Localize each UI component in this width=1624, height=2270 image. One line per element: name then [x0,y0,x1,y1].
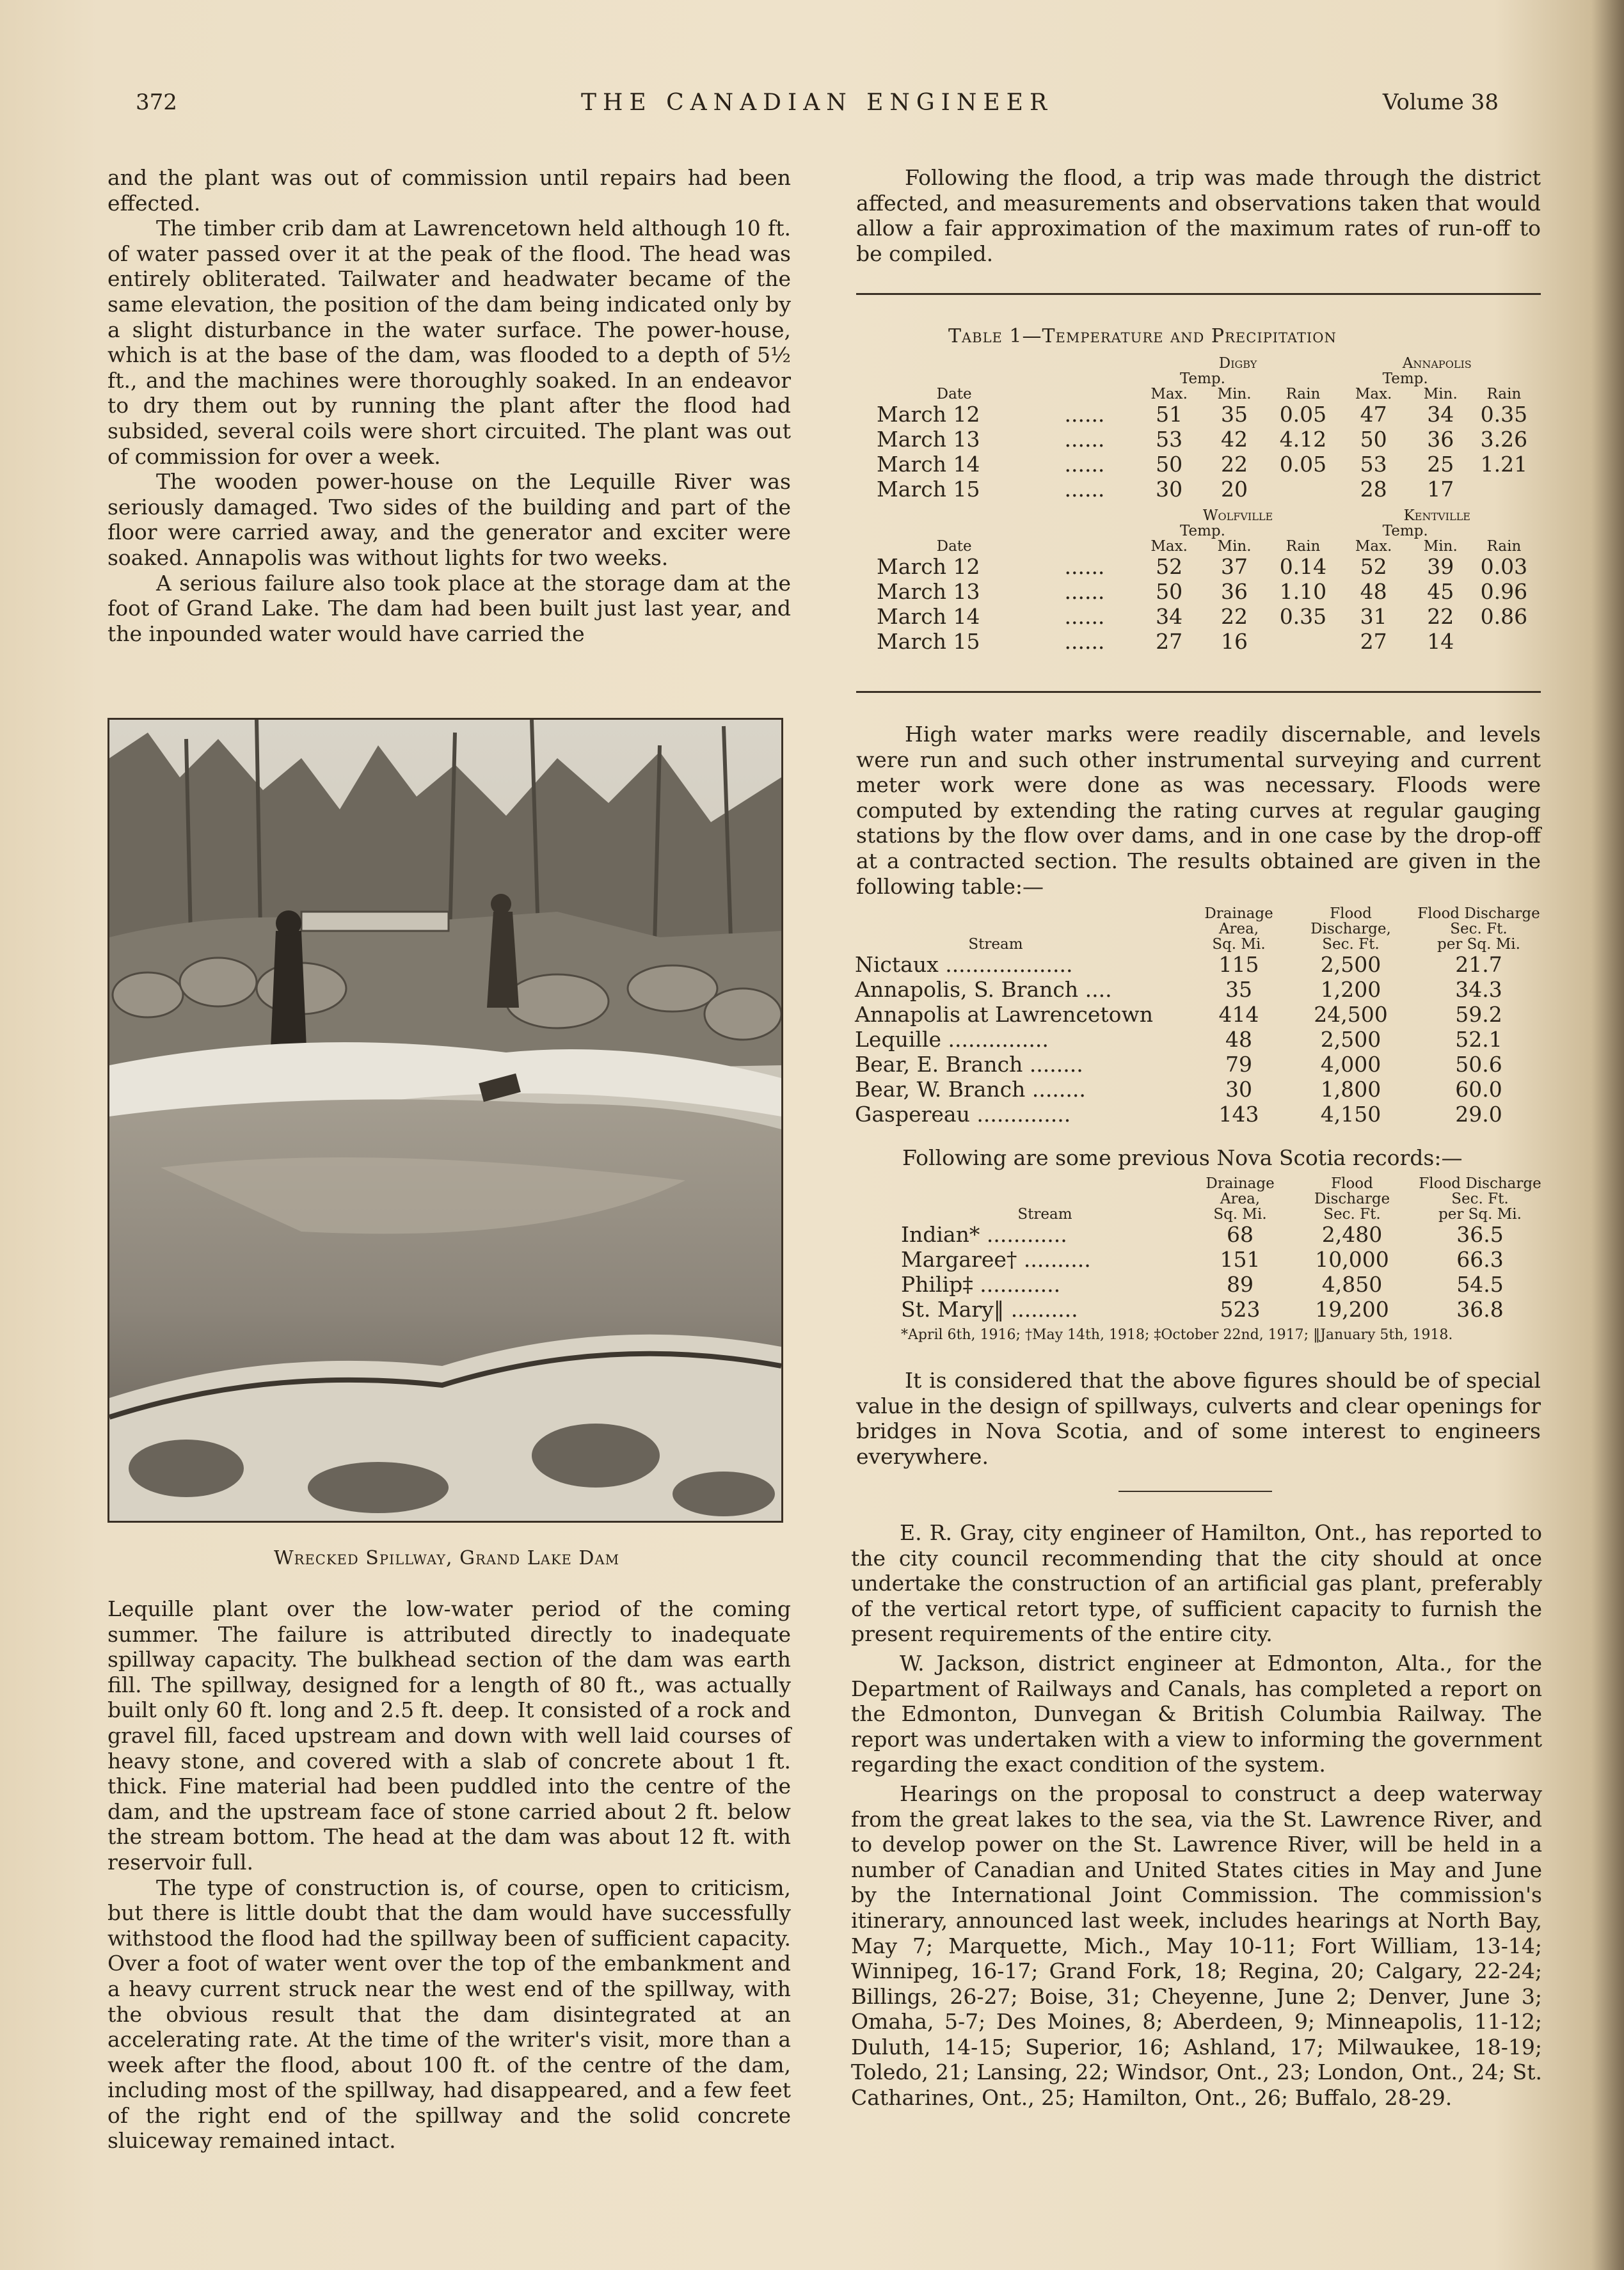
table-row [855,1027,1546,1052]
col-flood: Flood [1331,1175,1373,1192]
cell-stream: Indian* ............ [901,1222,1067,1247]
cell-flood: 2,500 [1320,1027,1381,1052]
table3-footnote: *April 6th, 1916; †May 14th, 1918; ‡October 22nd, 1917; ‖January 5th, 1918. [901,1327,1453,1343]
leader-dots: ...... [1064,554,1105,579]
news-item: W. Jackson, district engineer at Edmonton, Alta., for the Department of Railways and Canals, has completed a report on the Edmonton, Dunvegan & British Columbia Railway. The report was undertaken with a view to informing the government regarding the exact condition of the system. [851,1650,1542,1777]
cell-min: 22 [1427,604,1454,629]
col-flood: Flood [1330,905,1372,922]
cell-min: 25 [1427,452,1454,477]
col-date: Date [936,538,972,555]
col-flood: Sec. Ft. [1323,1206,1381,1223]
station-kentville: Kentville [1403,507,1470,524]
cell-stream: Bear, W. Branch ........ [855,1077,1086,1102]
cell-per: 36.8 [1456,1297,1504,1322]
cell-rain: 1.10 [1279,579,1327,604]
cell-flood: 4,850 [1321,1272,1383,1297]
col-rain: Rain [1486,538,1522,555]
cell-area: 414 [1218,1002,1259,1027]
station-digby: Digby [1218,355,1257,372]
col-date: Date [936,386,972,402]
col-flood: Discharge, [1310,921,1391,937]
cell-stream: Annapolis at Lawrencetown [855,1002,1153,1027]
col-per: per Sq. Mi. [1438,1206,1522,1223]
col-area: Area, [1218,921,1259,937]
cell-per: 59.2 [1455,1002,1502,1027]
cell-min: 17 [1427,477,1454,502]
cell-min: 22 [1221,604,1248,629]
table-row [901,1222,1547,1247]
short-rule [1118,1491,1272,1492]
volume-label: Volume 38 [1382,90,1499,115]
station-annapolis: Annapolis [1402,355,1472,372]
section-rule [856,691,1541,693]
cell-rain: 0.05 [1279,402,1327,427]
col-area: Drainage [1204,905,1273,922]
table-row [877,604,1536,629]
paragraph: It is considered that the above figures should be of special value in the design of spillways, culverts and clear openings for bridges in Nova Scotia, and of some interest to engineers everywhere. [856,1368,1541,1469]
table-row [877,427,1536,452]
cell-area: 523 [1220,1297,1261,1322]
cell-max: 48 [1360,579,1387,604]
cell-area: 79 [1225,1052,1252,1077]
table-row [877,579,1536,604]
leader-dots: ...... [1064,579,1105,604]
cell-per: 52.1 [1455,1027,1502,1052]
col-min: Min. [1423,386,1458,402]
row-date: March 13 [877,427,980,452]
cell-max: 27 [1360,629,1387,654]
cell-min: 42 [1221,427,1248,452]
col-max: Max. [1150,538,1188,555]
table3 [901,1176,1547,1343]
cell-per: 66.3 [1456,1247,1504,1272]
temp-label: Temp. [1382,370,1428,387]
cell-max: 53 [1360,452,1387,477]
left-column-bottom [107,1596,791,2154]
cell-flood: 2,500 [1320,952,1381,977]
cell-stream: Nictaux ................... [855,952,1073,977]
cell-stream: Margaree† .......... [901,1247,1091,1272]
table-row [877,554,1536,579]
cell-stream: Philip‡ ............ [901,1272,1061,1297]
leader-dots: ...... [1064,629,1105,654]
table2 [855,906,1546,1127]
table-row [855,1002,1546,1027]
cell-per: 50.6 [1455,1052,1502,1077]
cell-area: 68 [1227,1222,1254,1247]
leader-dots: ...... [1064,604,1105,629]
cell-max: 31 [1360,604,1387,629]
col-max: Max. [1355,538,1392,555]
paragraph: A serious failure also took place at the storage dam at the foot of Grand Lake. The dam had been built just last year, and the inpounded water would have carried the [107,570,791,646]
table1-group2-rows [877,554,1536,654]
temp-label: Temp. [1179,370,1225,387]
col-max: Max. [1150,386,1188,402]
cell-flood: 2,480 [1321,1222,1383,1247]
cell-rain: 3.26 [1480,427,1528,452]
table1-group1-rows [877,402,1536,502]
cell-max: 28 [1360,477,1387,502]
table-row [901,1272,1547,1297]
col-min: Min. [1217,386,1252,402]
temp-label: Temp. [1382,523,1428,539]
col-per: Flood Discharge [1417,905,1540,922]
row-date: March 12 [877,554,980,579]
cell-rain: 0.05 [1279,452,1327,477]
cell-max: 47 [1360,402,1387,427]
table-row [855,977,1546,1002]
cell-min: 22 [1221,452,1248,477]
cell-rain: 0.35 [1480,402,1528,427]
cell-area: 151 [1220,1247,1261,1272]
col-per: Sec. Ft. [1451,1191,1509,1207]
cell-min: 20 [1221,477,1248,502]
cell-stream: St. Mary‖ .......... [901,1297,1078,1322]
table-row [877,629,1536,654]
cell-stream: Annapolis, S. Branch .... [855,977,1112,1002]
cell-rain [1472,629,1536,654]
table-row [901,1247,1547,1272]
cell-flood: 19,200 [1315,1297,1389,1322]
cell-per: 21.7 [1455,952,1502,977]
table-row [855,1102,1546,1127]
section-rule [856,293,1541,295]
paragraph: The wooden power-house on the Lequille River was seriously damaged. Two sides of the building and part of the floor were carried away, and the generator and exciter were soaked. Annapolis was without lights for two weeks. [107,469,791,570]
table2-rows [855,952,1546,1127]
cell-rain: 1.21 [1480,452,1528,477]
col-rain: Rain [1286,538,1321,555]
cell-flood: 1,200 [1320,977,1381,1002]
cell-per: 29.0 [1455,1102,1502,1127]
photo-caption: Wrecked Spillway, Grand Lake Dam [273,1547,620,1569]
col-area: Sq. Mi. [1213,1206,1267,1223]
cell-area: 115 [1218,952,1259,977]
cell-rain: 0.14 [1279,554,1327,579]
cell-flood: 4,150 [1320,1102,1381,1127]
table-row [855,1077,1546,1102]
cell-area: 89 [1227,1272,1254,1297]
cell-min: 16 [1221,629,1248,654]
cell-max: 53 [1156,427,1183,452]
table1-title: Table 1—Temperature and Precipitation [948,325,1337,347]
cell-max: 27 [1156,629,1183,654]
col-area: Drainage [1206,1175,1275,1192]
cell-area: 48 [1225,1027,1252,1052]
paragraph: The timber crib dam at Lawrencetown held although 10 ft. of water passed over it at the peak of the flood. The head was entirely obliterated. Tailwater and headwater became of the same elevation, the position of the dam being indicated only by a slight disturbance in the water surface. The power-house, which is at the base of the dam, was flooded to a depth of 5½ ft., and the machines were thoroughly soaked. In an endeavor to dry them out by running the plant after the flood had subsided, several coils were short circuited. The plant was out of commission for over a week. [107,216,791,469]
news-item: Hearings on the proposal to construct a deep waterway from the great lakes to the sea, via the St. Lawrence River, and to develop power on the St. Lawrence River, will be held in a number of Canadian and United States cities in May and June by the International Joint Commission. The commission's itinerary, announced last week, includes hearings at North Bay, May 7; Marquette, Mich., May 10-11; Fort William, 13-14; Winnipeg, 16-17; Grand Fork, 18; Regina, 20; Calgary, 22-24; Billings, 26-27; Boise, 31; Cheyenne, June 2; Denver, June 3; Omaha, 5-7; Des Moines, 8; Aberdeen, 9; Minneapolis, 11-12; Duluth, 14-15; Superior, 16; Ashland, 17; Milwaukee, 18-19; Toledo, 21; Lansing, 22; Windsor, Ont., 23; London, Ont., 24; St. Catharines, Ont., 25; Hamilton, Ont., 26; Buffalo, 28-29. [851,1781,1542,2111]
cell-max: 52 [1156,554,1183,579]
cell-max: 34 [1156,604,1183,629]
cell-max: 50 [1156,579,1183,604]
leader-dots: ...... [1064,452,1105,477]
page-header [136,90,1499,122]
page-number: 372 [136,90,177,115]
col-rain: Rain [1486,386,1522,402]
row-date: March 15 [877,477,980,502]
paragraph: Following are some previous Nova Scotia records:— [902,1145,1463,1170]
cell-min: 36 [1427,427,1454,452]
paragraph: The type of construction is, of course, open to criticism, but there is little doubt that the dam would have successfully withstood the flood had the spillway been of sufficient capacity. Over a foot of water went over the top of the embankment and a heavy current struck near the west end of the spillway, with the obvious result that the dam disintegrated at an accelerating rate. At the time of the writer's visit, more than a week after the flood, about 100 ft. of the centre of the dam, including most of the spillway, had disappeared, and a few feet of the right end of the spillway and the solid concrete sluiceway remained intact. [107,1875,791,2154]
cell-min: 45 [1427,579,1454,604]
table-row [877,452,1536,477]
row-date: March 15 [877,629,980,654]
col-area: Area, [1220,1191,1261,1207]
previous-records-intro [902,1145,1542,1171]
col-flood: Discharge [1314,1191,1390,1207]
table-row [901,1297,1547,1322]
cell-rain: 0.03 [1480,554,1528,579]
cell-per: 36.5 [1456,1222,1504,1247]
right-column-high-water [856,722,1541,899]
row-date: March 13 [877,579,980,604]
cell-max: 30 [1156,477,1183,502]
col-stream: Stream [1017,1206,1072,1223]
paragraph: Following the flood, a trip was made through the district affected, and measurements and observations taken that would allow a fair approximation of the maximum rates of run-off to be compiled. [856,165,1541,266]
right-column-conclusion [856,1368,1541,1469]
col-min: Min. [1423,538,1458,555]
cell-min: 39 [1427,554,1454,579]
news-item: E. R. Gray, city engineer of Hamilton, Ont., has reported to the city council recommending that the city should at once undertake the construction of an artificial gas plant, preferably of the vertical retort type, of sufficient capacity to furnish the present requirements of the entire city. [851,1520,1542,1647]
col-stream: Stream [968,936,1023,953]
station-wolfville: Wolfville [1202,507,1273,524]
dam-photograph [107,718,783,1523]
col-area: Sq. Mi. [1212,936,1266,953]
leader-dots: ...... [1064,402,1105,427]
cell-min: 35 [1221,402,1248,427]
cell-min: 34 [1427,402,1454,427]
right-column-intro [856,165,1541,266]
col-max: Max. [1355,386,1392,402]
col-per: Sec. Ft. [1450,921,1508,937]
paragraph: and the plant was out of commission until repairs had been effected. [107,165,791,216]
cell-stream: Lequille ............... [855,1027,1049,1052]
cell-rain: 4.12 [1279,427,1327,452]
table-row [855,1052,1546,1077]
table-row [877,402,1536,427]
cell-per: 34.3 [1455,977,1502,1002]
temp-label: Temp. [1179,523,1225,539]
cell-min: 37 [1221,554,1248,579]
col-per: per Sq. Mi. [1437,936,1520,953]
leader-dots: ...... [1064,477,1105,502]
cell-area: 143 [1218,1102,1259,1127]
table1-group2 [877,508,1536,654]
cell-per: 60.0 [1455,1077,1502,1102]
cell-rain [1268,629,1338,654]
cell-rain: 0.86 [1480,604,1528,629]
col-per: Flood Discharge [1419,1175,1541,1192]
cell-min: 14 [1427,629,1454,654]
cell-max: 51 [1156,402,1183,427]
cell-flood: 1,800 [1320,1077,1381,1102]
leader-dots: ...... [1064,427,1105,452]
cell-flood: 10,000 [1315,1247,1389,1272]
cell-per: 54.5 [1456,1272,1504,1297]
cell-rain [1472,477,1536,502]
cell-max: 50 [1156,452,1183,477]
cell-rain: 0.35 [1279,604,1327,629]
cell-stream: Gaspereau .............. [855,1102,1071,1127]
col-rain: Rain [1286,386,1321,402]
right-column-news [851,1520,1542,2111]
row-date: March 14 [877,452,980,477]
cell-flood: 4,000 [1320,1052,1381,1077]
row-date: March 14 [877,604,980,629]
cell-min: 36 [1221,579,1248,604]
cell-rain [1268,477,1338,502]
paragraph: High water marks were readily discernable, and levels were run and such other instrumental surveying and current meter work were done as was necessary. Floods were computed by extending the rating curves at regular gauging stations by the flow over dams, and in one case by the drop-off at a contracted section. The results obtained are given in the following table:— [856,722,1541,899]
cell-max: 52 [1360,554,1387,579]
cell-area: 30 [1225,1077,1252,1102]
table1 [877,356,1542,654]
left-column-top [107,165,791,646]
cell-stream: Bear, E. Branch ........ [855,1052,1083,1077]
table-row [877,477,1536,502]
cell-max: 50 [1360,427,1387,452]
table3-rows [901,1222,1547,1322]
wrecked-spillway-photo [109,720,781,1521]
cell-rain: 0.96 [1480,579,1528,604]
journal-title: THE CANADIAN ENGINEER [580,90,1054,116]
cell-flood: 24,500 [1314,1002,1388,1027]
paragraph: Lequille plant over the low-water period of the coming summer. The failure is attributed directly to inadequate spillway capacity. The bulkhead section of the dam was earth fill. The spillway, designed for a length of 80 ft., was actually built only 60 ft. long and 2.5 ft. deep. It consisted of a rock and gravel fill, faced upstream and down with well laid courses of heavy stone, and covered with a slab of concrete about 1 ft. thick. Fine material had been puddled into the centre of the dam, and the upstream face of stone carried about 2 ft. below the stream bottom. The head at the dam was about 12 ft. with reservoir full. [107,1596,791,1875]
cell-area: 35 [1225,977,1252,1002]
table-row [855,952,1546,977]
col-flood: Sec. Ft. [1322,936,1380,953]
row-date: March 12 [877,402,980,427]
table1-group1 [877,356,1536,502]
col-min: Min. [1217,538,1252,555]
